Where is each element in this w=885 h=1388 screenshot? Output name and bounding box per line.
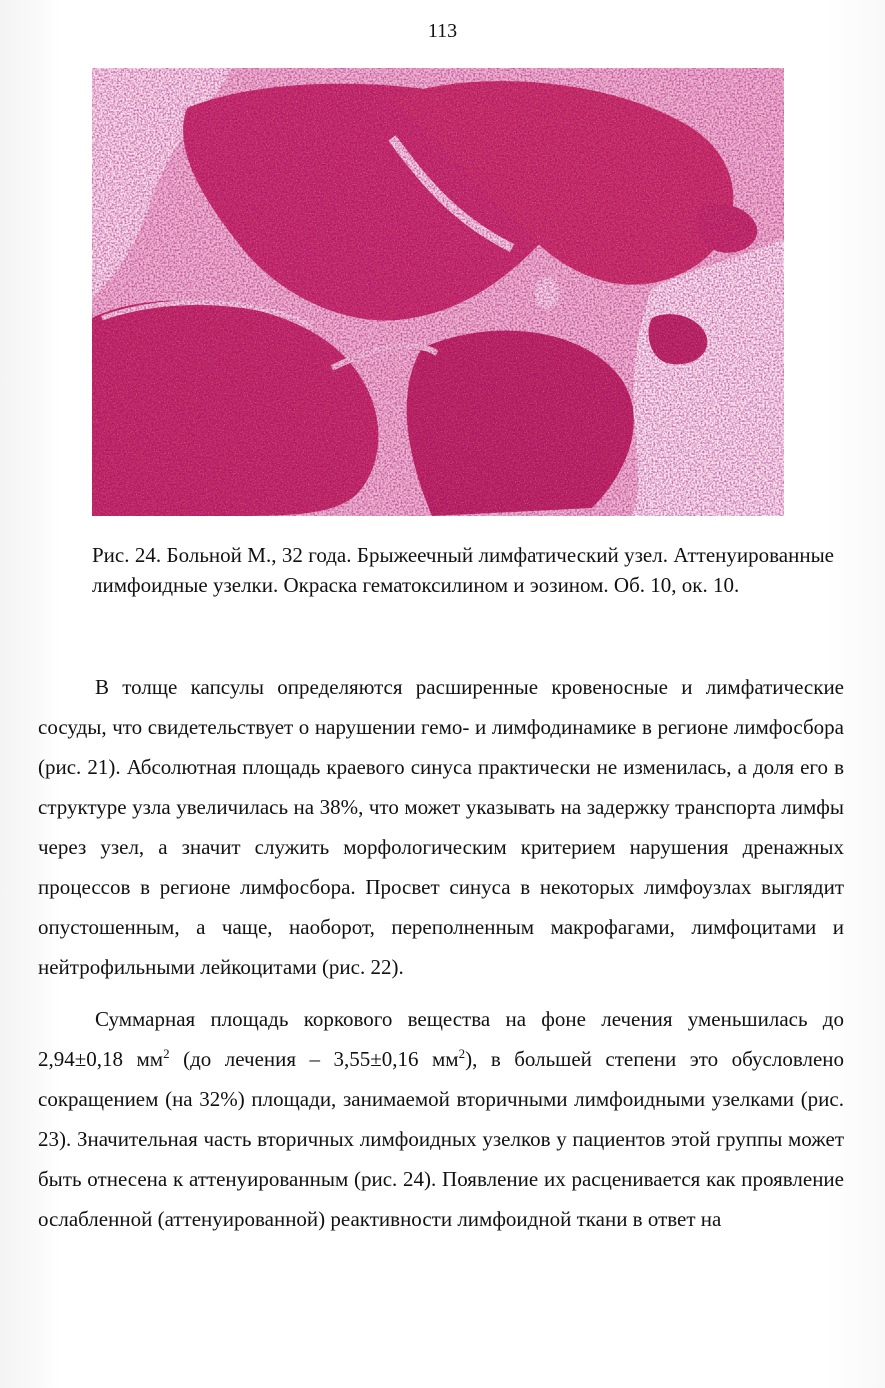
paragraph-2 (38, 999, 844, 1239)
micrograph-figure (92, 68, 784, 516)
paragraph-1: В толще капсулы определяются расширенные кровеносные и лимфатические сосуды, что свидетельствует о нарушении гемо- и лимфодинамике в регионе лимфосбора (рис. 21). Абсолютная площадь краевого синуса практически не изменилась, а доля его в структуре узла увеличилась на 38%, что может указывать на задержку транспорта лимфы через узел, а значит служить морфологическим критерием нарушения дренажных процессов в регионе лимфосбора. Просвет синуса в некоторых лимфоузлах выглядит опустошенным, а чаще, наоборот, переполненным макрофагами, лимфоцитами и нейтрофильными лейкоцитами (рис. 22). (38, 675, 844, 979)
paragraph-2-part-2: (до лечения – 3,55±0,16 мм (169, 1047, 459, 1071)
body-text (38, 667, 844, 1239)
page-number: 113 (427, 20, 458, 42)
paragraph-2-part-3: ), в большей степени это обусловлено сокращением (на 32%) площади, занимаемой вторичными лимфоидными узелками (рис. 23). Значительная часть вторичных лимфоидных узелков у пациентов этой группы может быть отнесена к аттенуированным (рис. 24). Появление их расценивается как проявление ослабленной (аттенуированной) реактивности лимфоидной ткани в ответ на (38, 1047, 844, 1231)
unit-superscript: 2 (458, 1046, 466, 1061)
paragraph-2-part-1: Суммарная площадь коркового вещества на фоне лечения уменьшилась до 2,94±0,18 мм (38, 1007, 844, 1071)
micrograph-lymph-node-image (92, 68, 784, 516)
unit-superscript: 2 (163, 1046, 170, 1061)
figure-caption: Рис. 24. Больной М., 32 года. Брыжеечный лимфатический узел. Аттенуированные лимфоидные узелки. Окраска гематоксилином и эозином. Об. 10, ок. 10. (92, 543, 834, 597)
